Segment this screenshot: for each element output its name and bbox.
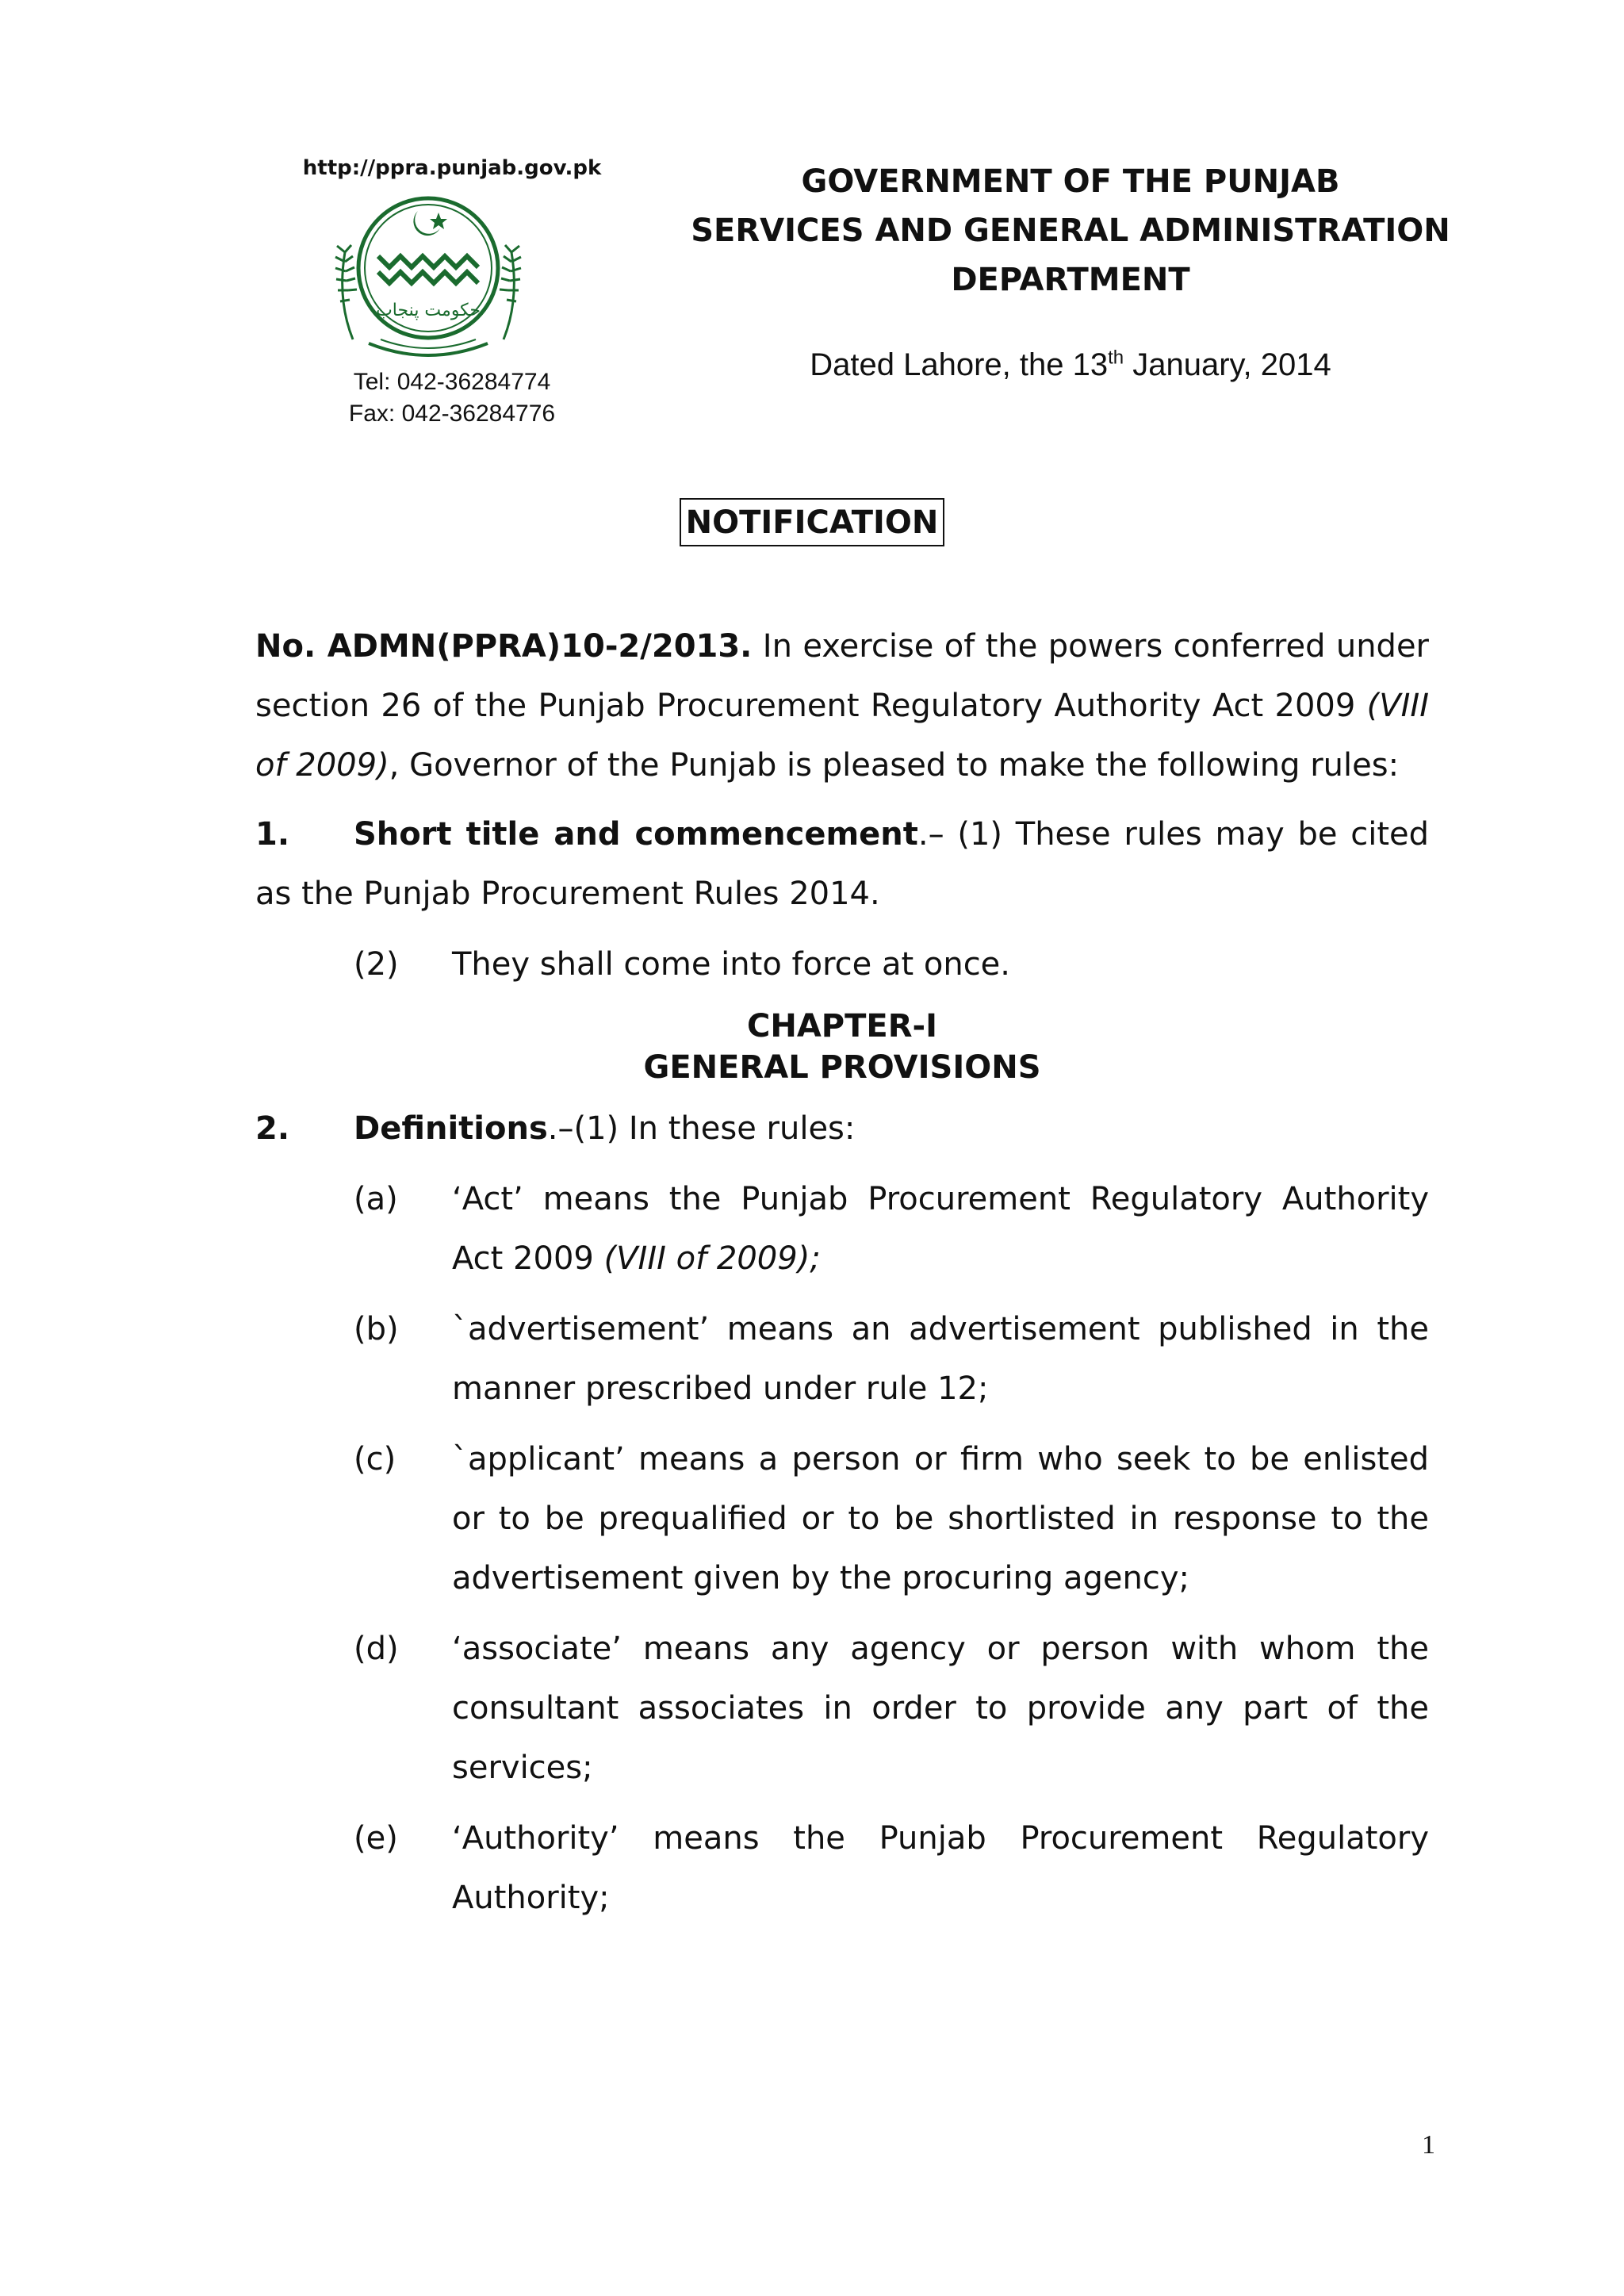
emblem-script: حکومت پنجاب <box>376 301 481 320</box>
wheat-left-icon <box>335 245 357 339</box>
rule-1-number: 1. <box>255 816 290 853</box>
act-reference: (VIII of 2009) <box>255 688 1429 784</box>
definition-d <box>255 1619 1429 1798</box>
definition-e <box>255 1809 1429 1928</box>
rule-2-number: 2. <box>255 1110 290 1147</box>
fax: Fax: 042-36284776 <box>348 401 556 427</box>
date-suffix-ordinal: th <box>1108 347 1124 369</box>
definition-e-label: (e) <box>354 1820 398 1857</box>
definition-e-text: ‘Authority’ means the Punjab Procurement Regulatory Authority; <box>452 1820 1429 1916</box>
star-icon <box>430 213 447 229</box>
wheat-right-icon <box>500 245 521 339</box>
rivers-icon <box>378 256 478 283</box>
definition-b-label: (b) <box>354 1311 399 1347</box>
definition-a-text: ‘Act’ means the Punjab Procurement Regulatory Authority Act 2009 <box>452 1181 1429 1277</box>
rule-2-text: .–(1) In these rules: <box>547 1110 856 1147</box>
website-url: http://ppra.punjab.gov.pk <box>302 156 602 180</box>
date-prefix: Dated Lahore, the 13 <box>810 347 1109 382</box>
gov-line-3: DEPARTMENT <box>951 262 1190 298</box>
definition-d-text: ‘associate’ means any agency or person with whom the consultant associates in order to provide any part of the services; <box>452 1631 1429 1786</box>
definition-c-label: (c) <box>354 1441 396 1478</box>
telephone: Tel: 042-36284774 <box>353 369 551 395</box>
preamble-text-1: In exercise of the powers conferred under section 26 of the Punjab Procurement Regulatory Authority Act 2009 <box>255 628 1430 724</box>
gov-line-1: GOVERNMENT OF THE PUNJAB <box>801 163 1340 200</box>
notification-title: NOTIFICATION <box>680 498 945 546</box>
rule-1-text: .– (1) These rules may be cited as the Punjab Procurement Rules 2014. <box>255 816 1429 912</box>
chapter-number: CHAPTER-I <box>747 1008 937 1045</box>
definition-b-text: `advertisement’ means an advertisement published in the manner prescribed under rule 12; <box>452 1311 1429 1407</box>
definition-d-label: (d) <box>354 1631 399 1667</box>
chapter-title: GENERAL PROVISIONS <box>643 1049 1041 1086</box>
rule-1-heading: Short title and commencement <box>354 816 918 853</box>
contact-block <box>301 366 603 430</box>
gov-line-2: SERVICES AND GENERAL ADMINISTRATION <box>691 213 1450 249</box>
preamble-text-2: , Governor of the Punjab is pleased to make the following rules: <box>389 747 1400 784</box>
page-number: 1 <box>1422 2130 1435 2160</box>
notification-number: No. ADMN(PPRA)10-2/2013. <box>255 628 753 665</box>
rule-2-heading: Definitions <box>354 1110 548 1147</box>
chapter-heading <box>255 1006 1429 1088</box>
date-rest: January, 2014 <box>1124 347 1331 382</box>
definition-a-label: (a) <box>354 1181 398 1217</box>
rule-1-sub-2 <box>255 935 1429 995</box>
preamble <box>255 617 1429 795</box>
definition-a <box>255 1170 1429 1289</box>
rule-1 <box>255 805 1429 924</box>
document-body <box>255 617 1429 1928</box>
rule-1-sub-2-label: (2) <box>354 946 399 983</box>
rule-1-sub-2-text: They shall come into force at once. <box>452 946 1011 983</box>
definition-a-italic: (VIII of 2009); <box>603 1240 821 1277</box>
rule-2 <box>255 1099 1429 1159</box>
definition-c-text: `applicant’ means a person or firm who seek to be enlisted or to be prequalified or to be shortlisted in response to the advertisement given by the procuring agency; <box>452 1441 1429 1596</box>
punjab-government-emblem <box>321 189 535 359</box>
department-heading <box>666 157 1475 305</box>
date-line <box>666 347 1475 383</box>
definition-b <box>255 1300 1429 1419</box>
definition-c <box>255 1430 1429 1608</box>
